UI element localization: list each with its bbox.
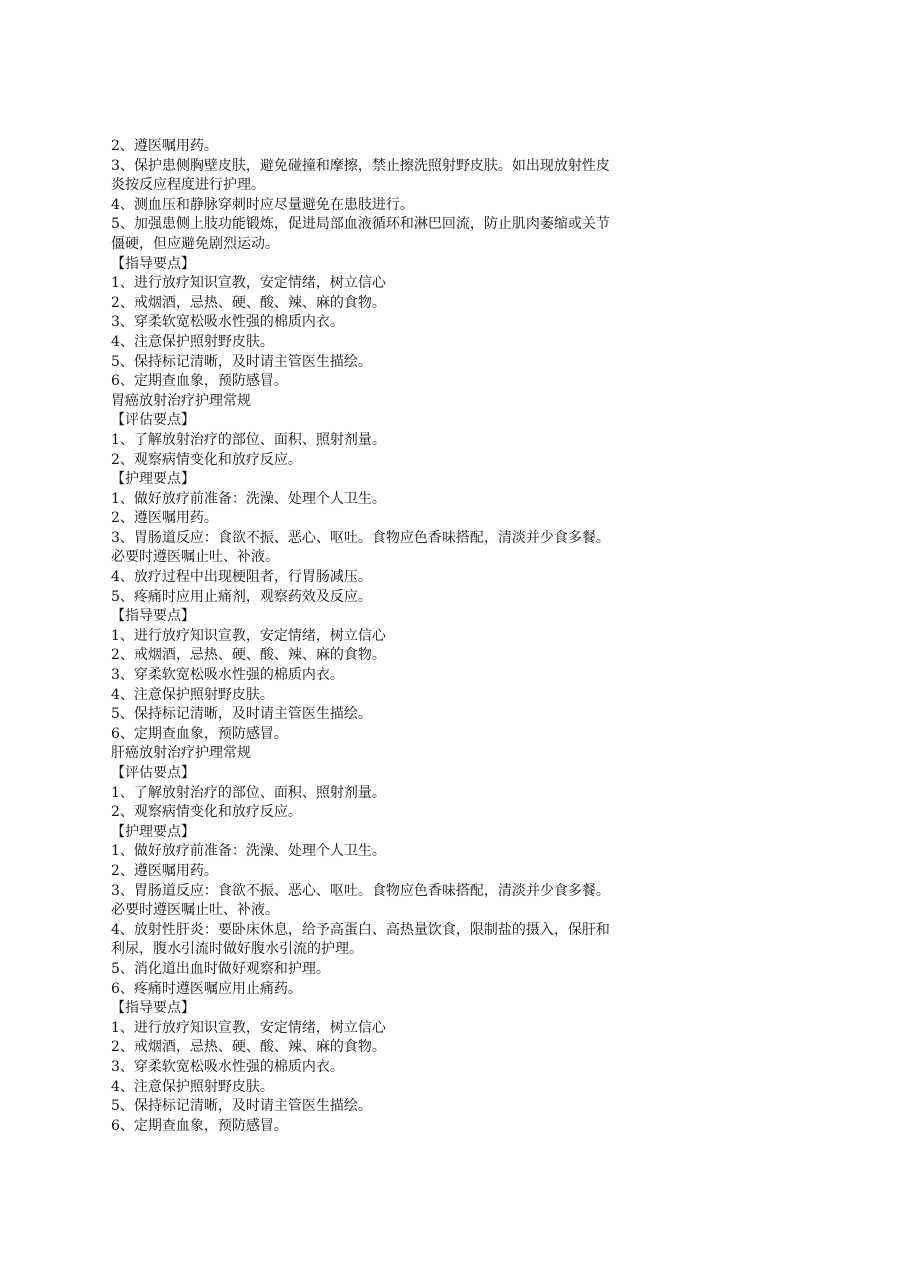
text-line: 2、观察病情变化和放疗反应。 <box>111 804 302 821</box>
text-line: 2、戒烟酒，忌热、硬、酸、辣、麻的食物。 <box>111 1039 386 1056</box>
chapter-title: 肝癌放射治疗护理常规 <box>111 745 251 762</box>
text-line: 5、消化道出血时做好观察和护理。 <box>111 960 330 977</box>
text-line: 6、疼痛时遵医嘱应用止痛药。 <box>111 980 302 997</box>
text-line: 2、戒烟酒，忌热、硬、酸、辣、麻的食物。 <box>111 647 386 664</box>
text-line: 僵硬，但应避免剧烈运动。 <box>111 235 279 252</box>
text-line: 2、观察病情变化和放疗反应。 <box>111 451 302 468</box>
section-heading: 【护理要点】 <box>111 823 195 840</box>
text-line: 1、了解放射治疗的部位、面积、照射剂量。 <box>111 431 386 448</box>
section-heading: 【指导要点】 <box>111 255 195 272</box>
text-line: 2、遵医嘱用药。 <box>111 138 218 154</box>
chapter-title: 胃癌放射治疗护理常规 <box>111 392 251 409</box>
text-line: 4、注意保护照射野皮肤。 <box>111 686 274 703</box>
section-heading: 【评估要点】 <box>111 412 195 429</box>
text-line: 3、穿柔软宽松吸水性强的棉质内衣。 <box>111 314 344 331</box>
text-line: 5、加强患侧上肢功能锻炼，促进局部血液循环和淋巴回流，防止肌肉萎缩或关节 <box>111 216 610 233</box>
text-line: 5、保持标记清晰，及时请主管医生描绘。 <box>111 1098 372 1115</box>
text-line: 3、穿柔软宽松吸水性强的棉质内衣。 <box>111 667 344 684</box>
text-line: 1、进行放疗知识宣教，安定情绪，树立信心 <box>111 275 386 292</box>
text-line: 2、戒烟酒，忌热、硬、酸、辣、麻的食物。 <box>111 294 386 311</box>
text-line: 2、遵医嘱用药。 <box>111 510 218 527</box>
text-line: 1、做好放疗前准备：洗澡、处理个人卫生。 <box>111 843 386 860</box>
text-line: 6、定期查血象，预防感冒。 <box>111 373 288 390</box>
text-line: 5、保持标记清晰，及时请主管医生描绘。 <box>111 706 372 723</box>
text-line: 必要时遵医嘱止吐、补液。 <box>111 549 279 566</box>
text-line: 3、胃肠道反应：食欲不振、恶心、呕吐。食物应色香味搭配，清淡并少食多餐。 <box>111 882 610 899</box>
text-line: 4、放疗过程中出现梗阻者，行胃肠减压。 <box>111 569 372 586</box>
text-line: 5、保持标记清晰，及时请主管医生描绘。 <box>111 353 372 370</box>
text-line: 4、注意保护照射野皮肤。 <box>111 1078 274 1095</box>
text-line: 必要时遵医嘱止吐、补液。 <box>111 902 279 919</box>
text-line: 4、注意保护照射野皮肤。 <box>111 333 274 350</box>
text-line: 1、了解放射治疗的部位、面积、照射剂量。 <box>111 784 386 801</box>
text-line: 5、疼痛时应用止痛剂，观察药效及反应。 <box>111 588 372 605</box>
section-heading: 【护理要点】 <box>111 471 195 488</box>
section-heading: 【指导要点】 <box>111 1000 195 1017</box>
section-heading: 【指导要点】 <box>111 608 195 625</box>
text-line: 3、穿柔软宽松吸水性强的棉质内衣。 <box>111 1058 344 1075</box>
text-line: 炎按反应程度进行护理。 <box>111 177 265 194</box>
text-line: 利尿，腹水引流时做好腹水引流的护理。 <box>111 941 363 958</box>
text-line: 3、胃肠道反应：食欲不振、恶心、呕吐。食物应色香味搭配，清淡并少食多餐。 <box>111 529 610 546</box>
text-line: 1、进行放疗知识宣教，安定情绪，树立信心 <box>111 627 386 644</box>
text-line: 6、定期查血象，预防感冒。 <box>111 725 288 742</box>
text-line: 3、保护患侧胸壁皮肤，避免碰撞和摩擦，禁止擦洗照射野皮肤。如出现放射性皮 <box>111 157 610 174</box>
text-line: 4、测血压和静脉穿刺时应尽量避免在患肢进行。 <box>111 196 414 213</box>
text-line: 1、进行放疗知识宣教，安定情绪，树立信心 <box>111 1019 386 1036</box>
text-line: 4、放射性肝炎：要卧床休息，给予高蛋白、高热量饮食，限制盐的摄入，保肝和 <box>111 921 610 938</box>
text-line: 2、遵医嘱用药。 <box>111 862 218 879</box>
document-body <box>111 137 691 1136</box>
text-line: 1、做好放疗前准备：洗澡、处理个人卫生。 <box>111 490 386 507</box>
section-heading: 【评估要点】 <box>111 765 195 781</box>
text-line: 6、定期查血象，预防感冒。 <box>111 1117 288 1134</box>
